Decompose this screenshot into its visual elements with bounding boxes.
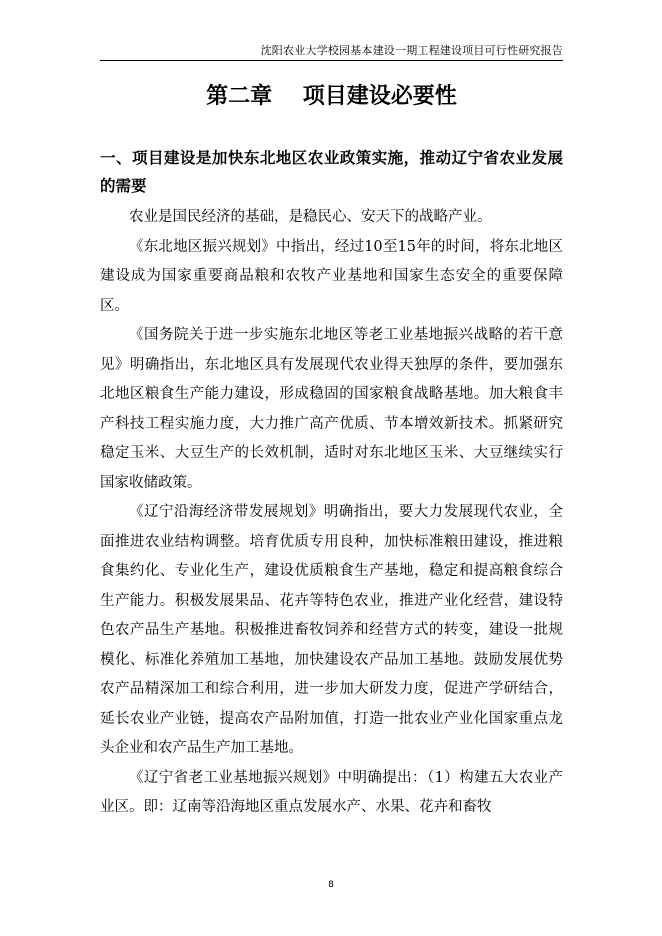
section-heading: 一、项目建设是加快东北地区农业政策实施，推动辽宁省农业发展的需要 — [100, 149, 563, 195]
body-text — [100, 203, 563, 823]
header-rule — [100, 60, 563, 61]
page-number: 8 — [328, 880, 334, 890]
chapter-title: 第二章 项目建设必要性 — [206, 84, 457, 109]
paragraph: 《国务院关于进一步实施东北地区等老工业基地振兴战略的若干意见》明确指出，东北地区具有发展现代农业得天独厚的条件，要加强东北地区粮食生产能力建设，形成稳固的国家粮食战略基地。加大粮食丰产科技工程实施力度，大力推广高产优质、节本增效新技术。抓紧研究稳定玉米、大豆生产的长效机制，适时对东北地区玉米、大豆继续实行国家收储政策。 — [100, 327, 563, 491]
paragraph: 农业是国民经济的基础，是稳民心、安天下的战略产业。 — [129, 209, 492, 225]
paragraph: 《辽宁沿海经济带发展规划》明确指出，要大力发展现代农业，全面推进农业结构调整。培育优质专用良种，加快标准粮田建设，推进粮食集约化、专业化生产，建设优质粮食生产基地，稳定和提高粮食综合生产能力。积极发展果品、花卉等特色农业，推进产业化经营，建设特色农产品生产基地。积极推进畜牧饲养和经营方式的转变，建设一批规模化、标准化养殖加工基地，加快建设农产品加工基地。鼓励发展优势农产品精深加工和综合利用，进一步加大研发力度，促进产学研结合，延长农业产业链，提高农产品附加值，打造一批农业产业化国家重点龙头企业和农产品生产加工基地。 — [100, 504, 563, 756]
paragraph: 《东北地区振兴规划》中指出，经过10至15年的时间，将东北地区建设成为国家重要商品粮和农牧产业基地和国家生态安全的重要保障区。 — [100, 238, 563, 314]
running-header: 沈阳农业大学校园基本建设一期工程建设项目可行性研究报告 — [260, 44, 563, 57]
paragraph: 《辽宁省老工业基地振兴规划》中明确提出：（1）构建五大农业产业区。即：辽南等沿海地区重点发展水产、水果、花卉和畜牧 — [100, 769, 563, 815]
